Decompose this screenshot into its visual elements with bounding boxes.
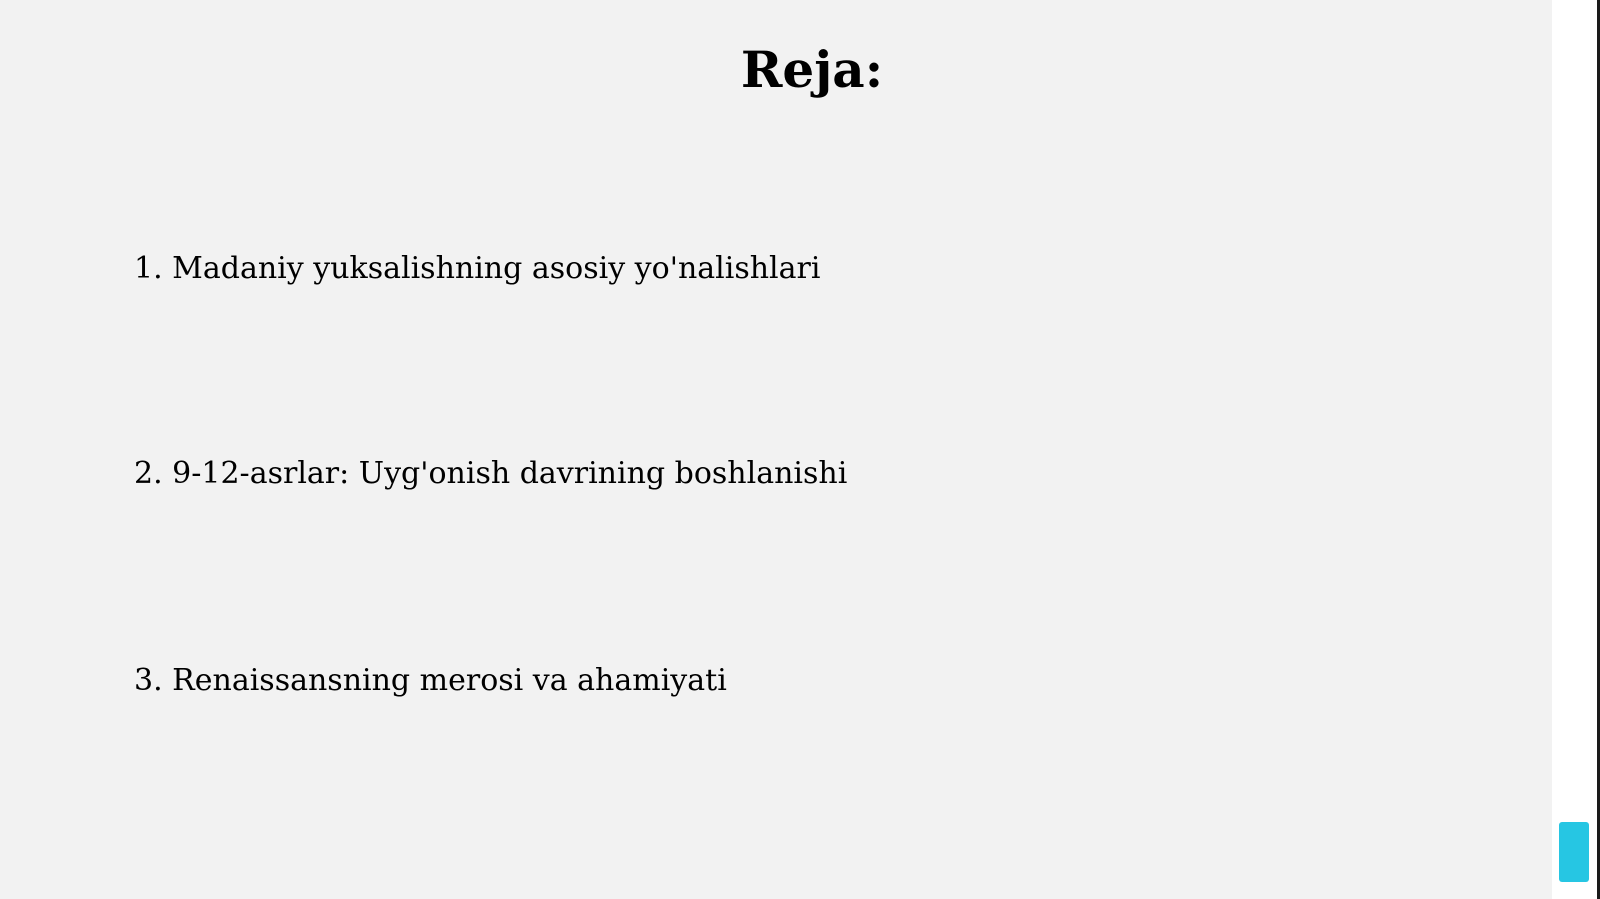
side-panel: [1552, 0, 1600, 899]
plan-item-1: 1. Madaniy yuksalishning asosiy yo'nalishlari: [134, 251, 821, 286]
plan-item-3: 3. Renaissansning merosi va ahamiyati: [134, 663, 727, 698]
slide-title: Reja:: [740, 40, 884, 99]
plan-item-2: 2. 9-12-asrlar: Uyg'onish davrining boshlanishi: [134, 456, 848, 491]
scroll-handle[interactable]: [1559, 822, 1589, 882]
